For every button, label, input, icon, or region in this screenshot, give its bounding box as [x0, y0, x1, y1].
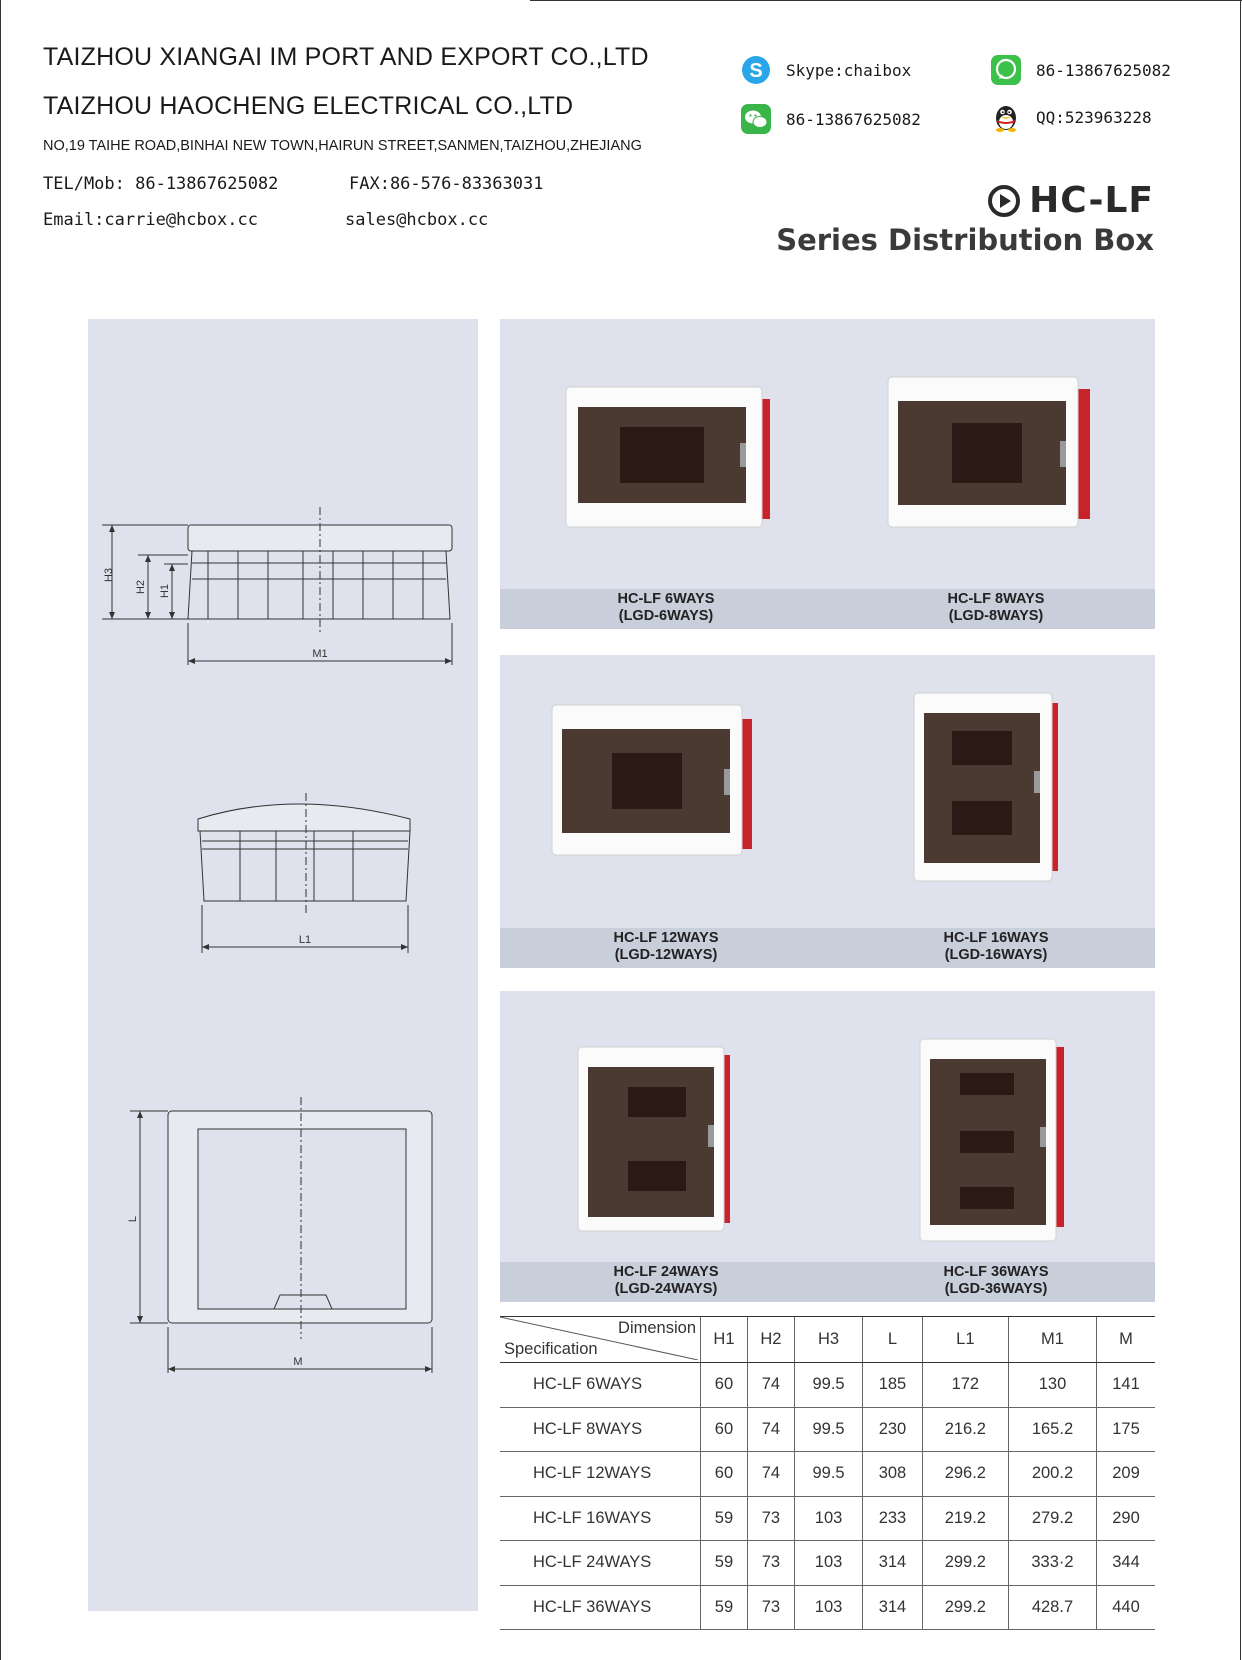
dimension-drawings	[88, 319, 478, 1611]
product-name: HC-LF 16WAYS	[943, 930, 1049, 946]
table-cell: 279.2	[1008, 1496, 1096, 1541]
table-cell: 60	[701, 1363, 748, 1408]
table-cell: 209	[1097, 1452, 1156, 1497]
column-header: H2	[747, 1317, 794, 1363]
table-row	[500, 1452, 1155, 1497]
table-corner-cell	[500, 1317, 701, 1363]
company-address: NO,19 TAIHE ROAD,BINHAI NEW TOWN,HAIRUN STREET,SANMEN,TAIZHOU,ZHEJIANG	[43, 138, 642, 154]
table-cell: 165.2	[1008, 1407, 1096, 1452]
product-name: HC-LF 12WAYS	[613, 930, 719, 946]
product-caption	[536, 591, 796, 625]
table-cell: 59	[701, 1496, 748, 1541]
spec-name-cell: HC-LF 12WAYS	[500, 1452, 701, 1497]
product-caption	[866, 591, 1126, 625]
table-row	[500, 1585, 1155, 1630]
email-2: sales@hcbox.cc	[345, 210, 489, 230]
column-header: M1	[1008, 1317, 1096, 1363]
table-cell: 103	[794, 1585, 862, 1630]
dim-label-l1: L1	[298, 934, 312, 946]
table-cell: 299.2	[922, 1541, 1008, 1586]
table-cell: 314	[863, 1541, 922, 1586]
table-cell: 99.5	[794, 1363, 862, 1408]
product-caption	[536, 1264, 796, 1298]
page-frame-right	[1240, 0, 1241, 1660]
table-cell: 74	[747, 1363, 794, 1408]
table-row	[500, 1496, 1155, 1541]
table-header-row	[500, 1317, 1155, 1363]
wechat-number: 86-13867625082	[786, 109, 921, 129]
table-cell: 60	[701, 1452, 748, 1497]
spec-name-cell: HC-LF 36WAYS	[500, 1585, 701, 1630]
table-cell: 73	[747, 1541, 794, 1586]
column-header: L1	[922, 1317, 1008, 1363]
product-image-24ways	[576, 1045, 746, 1235]
table-cell: 219.2	[922, 1496, 1008, 1541]
product-image-6ways	[564, 385, 784, 535]
table-row	[500, 1363, 1155, 1408]
table-cell: 428.7	[1008, 1585, 1096, 1630]
product-caption-band	[500, 928, 1155, 968]
whatsapp-icon	[990, 54, 1022, 86]
table-cell: 73	[747, 1496, 794, 1541]
company-name-2: TAIZHOU HAOCHENG ELECTRICAL CO.,LTD	[43, 92, 574, 120]
product-image-8ways	[886, 375, 1106, 535]
table-row	[500, 1407, 1155, 1452]
technical-drawing-panel	[88, 319, 478, 1611]
product-code: (LGD-8WAYS)	[948, 608, 1044, 624]
table-cell: 299.2	[922, 1585, 1008, 1630]
table-cell: 99.5	[794, 1452, 862, 1497]
whatsapp-contact	[990, 54, 1171, 86]
series-brand	[776, 180, 1154, 257]
product-name: HC-LF 36WAYS	[943, 1264, 1049, 1280]
tel-mobile: TEL/Mob: 86-13867625082	[43, 174, 279, 194]
product-code: (LGD-36WAYS)	[944, 1281, 1048, 1297]
corner-dimension-label: Dimension	[618, 1319, 696, 1337]
table-cell: 185	[863, 1363, 922, 1408]
table-cell: 333·2	[1008, 1541, 1096, 1586]
product-name: HC-LF 24WAYS	[613, 1264, 719, 1280]
skype-contact	[740, 54, 911, 86]
qq-number: QQ:523963228	[1036, 107, 1152, 127]
series-subtitle: Series Distribution Box	[776, 223, 1154, 257]
page-frame-left	[0, 0, 1, 1660]
table-cell: 440	[1097, 1585, 1156, 1630]
dim-label-l: L	[127, 1215, 139, 1223]
table-cell: 103	[794, 1496, 862, 1541]
qq-penguin-icon	[990, 101, 1022, 133]
product-image-16ways	[912, 691, 1072, 891]
table-cell: 200.2	[1008, 1452, 1096, 1497]
page-frame-top	[530, 0, 1242, 1]
table-cell: 216.2	[922, 1407, 1008, 1452]
fax-number: FAX:86-576-83363031	[349, 174, 544, 194]
table-cell: 290	[1097, 1496, 1156, 1541]
product-panel-2	[500, 655, 1155, 968]
specification-table-body	[500, 1363, 1155, 1630]
play-circle-icon	[987, 184, 1021, 218]
dim-label-h2: H2	[135, 579, 147, 595]
table-cell: 74	[747, 1407, 794, 1452]
column-header: M	[1097, 1317, 1156, 1363]
table-cell: 74	[747, 1452, 794, 1497]
product-panel-3	[500, 991, 1155, 1302]
email-1: Email:carrie@hcbox.cc	[43, 210, 258, 230]
svg-text:S: S	[749, 60, 763, 82]
table-cell: 141	[1097, 1363, 1156, 1408]
dim-label-h1: H1	[159, 583, 171, 599]
wechat-contact	[740, 103, 921, 135]
product-code: (LGD-6WAYS)	[618, 608, 714, 624]
qq-contact	[990, 101, 1152, 133]
table-cell: 99.5	[794, 1407, 862, 1452]
product-panel-1	[500, 319, 1155, 629]
column-header: H3	[794, 1317, 862, 1363]
series-code: HC-LF	[1029, 180, 1154, 221]
spec-name-cell: HC-LF 16WAYS	[500, 1496, 701, 1541]
product-code: (LGD-24WAYS)	[614, 1281, 718, 1297]
table-cell: 230	[863, 1407, 922, 1452]
spec-name-cell: HC-LF 6WAYS	[500, 1363, 701, 1408]
product-caption-band	[500, 589, 1155, 629]
dim-label-h3: H3	[103, 567, 115, 583]
spec-name-cell: HC-LF 24WAYS	[500, 1541, 701, 1586]
table-cell: 60	[701, 1407, 748, 1452]
product-caption	[866, 930, 1126, 964]
product-code: (LGD-16WAYS)	[944, 947, 1048, 963]
table-cell: 296.2	[922, 1452, 1008, 1497]
spec-name-cell: HC-LF 8WAYS	[500, 1407, 701, 1452]
column-header: H1	[701, 1317, 748, 1363]
product-image-12ways	[550, 703, 770, 863]
table-cell: 308	[863, 1452, 922, 1497]
whatsapp-number: 86-13867625082	[1036, 60, 1171, 80]
table-cell: 73	[747, 1585, 794, 1630]
table-cell: 59	[701, 1585, 748, 1630]
table-cell: 59	[701, 1541, 748, 1586]
table-row	[500, 1541, 1155, 1586]
specification-table	[500, 1316, 1155, 1630]
table-cell: 314	[863, 1585, 922, 1630]
column-header: L	[863, 1317, 922, 1363]
table-cell: 344	[1097, 1541, 1156, 1586]
skype-id: Skype:chaibox	[786, 60, 912, 80]
product-caption	[866, 1264, 1126, 1298]
skype-icon	[740, 54, 772, 86]
product-image-36ways	[918, 1037, 1078, 1257]
wechat-icon	[740, 103, 772, 135]
dim-label-m: M	[293, 1356, 303, 1368]
company-name-1: TAIZHOU XIANGAI IM PORT AND EXPORT CO.,LTD	[43, 43, 649, 71]
table-cell: 130	[1008, 1363, 1096, 1408]
product-code: (LGD-12WAYS)	[614, 947, 718, 963]
table-cell: 172	[922, 1363, 1008, 1408]
table-cell: 233	[863, 1496, 922, 1541]
table-cell: 103	[794, 1541, 862, 1586]
product-caption	[536, 930, 796, 964]
table-cell: 175	[1097, 1407, 1156, 1452]
dim-label-m1: M1	[312, 648, 328, 660]
product-caption-band	[500, 1262, 1155, 1302]
corner-specification-label: Specification	[504, 1340, 598, 1358]
product-name: HC-LF 8WAYS	[947, 591, 1045, 607]
product-name: HC-LF 6WAYS	[617, 591, 715, 607]
